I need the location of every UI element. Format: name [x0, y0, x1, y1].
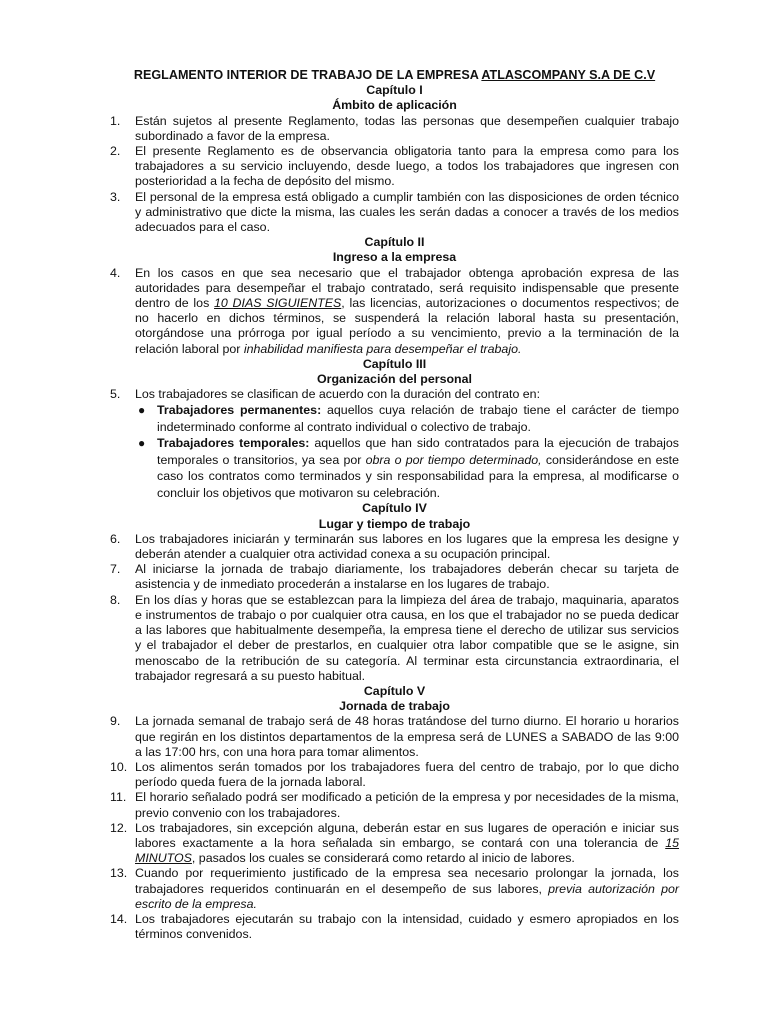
article-14 [110, 912, 679, 942]
document-title [110, 68, 679, 83]
chapter-2-number: Capítulo II [364, 235, 425, 250]
article-1 [110, 114, 679, 144]
article-number: 13. [110, 866, 128, 881]
title-prefix: REGLAMENTO INTERIOR DE TRABAJO DE LA EMPRESA [133, 68, 482, 82]
chapter-5-number: Capítulo V [363, 683, 426, 698]
article-4 [110, 266, 679, 357]
chapter-4-title: Lugar y tiempo de trabajo [318, 516, 471, 531]
article-number: 4. [110, 265, 121, 280]
bullet-text: aquellos cuya relación de trabajo tiene el carácter de tiempo indeterminado conforme al contrato individual o colectivo de trabajo. [157, 403, 679, 434]
chapter-4-number: Capítulo IV [362, 501, 427, 516]
article-6 [110, 532, 679, 562]
article-7 [110, 562, 679, 592]
bullet-text: aquellos que han sido contratados para la ejecución de trabajos temporales o transitorios, ya sea por [157, 436, 679, 467]
article-5 [110, 387, 679, 501]
chapter-3-list [110, 387, 679, 501]
chapter-5-title: Jornada de trabajo [339, 699, 450, 714]
document-page [110, 68, 679, 942]
article-text: Están sujetos al presente Reglamento, todas las personas que desempeñen cualquier trabajo subordinado a favor de la empresa. [135, 113, 679, 143]
article-12 [110, 821, 679, 867]
article-text: Los alimentos serán tomados por los trabajadores fuera del centro de trabajo, por lo que dicho período queda fuera de la jornada laboral. [135, 759, 679, 790]
article-text: Los trabajadores ejecutarán su trabajo con la intensidad, cuidado y esmero apropiados en los términos convenidos. [135, 911, 679, 942]
article-number: 11. [110, 790, 127, 805]
article-13 [110, 866, 679, 912]
bullet-italic-text: obra o por tiempo determinado, [365, 452, 542, 467]
article-underlined-term: 15 MINUTOS [135, 835, 679, 866]
bullet-permanent-workers [135, 402, 679, 435]
article-11 [110, 790, 679, 820]
article-number: 12. [110, 820, 128, 835]
article-text: La jornada semanal de trabajo será de 48 horas tratándose del turno diurno. El horario u horarios que regirán en los distintos departamentos de la empresa será de LUNES a SABADO de las 9:00 a las 17:00 hrs, con una hora para tomar alimentos. [135, 714, 679, 759]
chapter-2-title: Ingreso a la empresa [332, 250, 457, 265]
company-name: ATLASCOMPANY S.A DE C.V [481, 68, 656, 82]
article-number: 5. [110, 387, 121, 402]
article-number: 3. [110, 189, 121, 204]
article-9 [110, 714, 679, 760]
chapter-5-list [110, 714, 679, 942]
article-text-cont: , las licencias, autorizaciones o documentos respectivos; de no hacerlo en dichos términos, se suspenderá la relación laboral hasta su presentación, otorgándose una prórroga por igual período a su vencimiento, previo a la terminación de la relación laboral por [135, 296, 679, 356]
article-3 [110, 190, 679, 236]
article-text: El personal de la empresa está obligado a cumplir también con las disposiciones de orden técnico y administrativo que dicte la misma, las cuales les serán dadas a conocer a través de los medios adecuados para el caso. [135, 189, 679, 235]
article-10 [110, 760, 679, 790]
article-2 [110, 144, 679, 190]
article-number: 6. [110, 531, 121, 546]
article-number: 10. [110, 759, 128, 774]
article-number: 1. [110, 113, 121, 128]
chapter-3-title: Organización del personal [317, 372, 472, 387]
article-underlined-term: 10 DIAS SIGUIENTES [214, 296, 342, 311]
chapter-1-number: Capítulo I [366, 83, 423, 98]
article-text: Los trabajadores se clasifican de acuerdo con la duración del contrato en: [135, 387, 541, 402]
chapter-2-list [110, 266, 679, 357]
article-8 [110, 593, 679, 684]
article-number: 14. [110, 911, 128, 926]
article-text: En los casos en que sea necesario que el trabajador obtenga aprobación expresa de las autoridades para desempeñar el trabajo contratado, será requisito indispensable que presente dentro de los [135, 265, 679, 311]
article-italic-text: previa autorización por escrito de la empresa. [135, 881, 679, 911]
article-text: Los trabajadores, sin excepción alguna, deberán estar en sus lugares de operación e iniciar sus labores exactamente a la hora señalada sin embargo, se contará con una tolerancia de [135, 820, 679, 850]
chapter-3-number: Capítulo III [362, 356, 427, 371]
article-text: Al iniciarse la jornada de trabajo diariamente, los trabajadores deberán checar su tarjeta de asistencia y de inmediato procederán a instalarse en los lugares de trabajo. [135, 562, 679, 592]
article-text: En los días y horas que se establezcan para la limpieza del área de trabajo, maquinaria, aparatos e instrumentos de trabajo o por cualquier otra causa, en los que el trabajador no se pueda dedicar a las labores que habitualmente desempeña, la empresa tiene el derecho de utilizar sus servicios y el trabajador el deber de prestarlos, en cualquier otra labor compatible que se le asigne, sin menoscabo de la retribución de su categoría. Al terminar esta circunstancia extraordinaria, el trabajador regresará a su puesto habitual. [135, 592, 679, 683]
chapter-1-title: Ámbito de aplicación [332, 98, 457, 113]
bullet-icon: ● [138, 436, 146, 451]
article-text: Cuando por requerimiento justificado de la empresa sea necesario prolongar la jornada, los trabajadores requeridos continuarán en el desempeño de sus labores, [135, 866, 679, 896]
worker-types-list [135, 402, 679, 501]
chapter-4-list [110, 532, 679, 684]
article-text: El presente Reglamento es de observancia obligatoria tanto para la empresa como para los trabajadores a su servicio incluyendo, desde luego, a todos los trabajadores que ingresen con posterioridad a la fecha de depósito del mismo. [135, 144, 679, 189]
chapter-1-list [110, 114, 679, 236]
article-text-cont: , pasados los cuales se considerará como retardo al inicio de labores. [191, 851, 575, 866]
article-number: 8. [110, 592, 121, 607]
bullet-icon: ● [138, 403, 146, 418]
article-number: 2. [110, 144, 121, 159]
bullet-heading: Trabajadores permanentes: [157, 403, 322, 418]
bullet-temporary-workers [135, 435, 679, 501]
bullet-heading: Trabajadores temporales: [157, 436, 310, 451]
article-text: El horario señalado podrá ser modificado a petición de la empresa y por necesidades de la misma, previo convenio con los trabajadores. [135, 790, 679, 820]
article-italic-text: inhabilidad manifiesta para desempeñar el trabajo. [243, 341, 522, 356]
article-number: 9. [110, 714, 121, 729]
article-text: Los trabajadores iniciarán y terminarán sus labores en los lugares que la empresa les designe y deberán atender a cualquier otra actividad conexa a su ocupación principal. [135, 531, 679, 562]
bullet-text-cont: considerándose en este caso los contratos como terminados y sin responsabilidad para la empresa, al modificarse o concluir los objetivos que motivaron su celebración. [157, 452, 679, 500]
article-number: 7. [110, 562, 121, 577]
